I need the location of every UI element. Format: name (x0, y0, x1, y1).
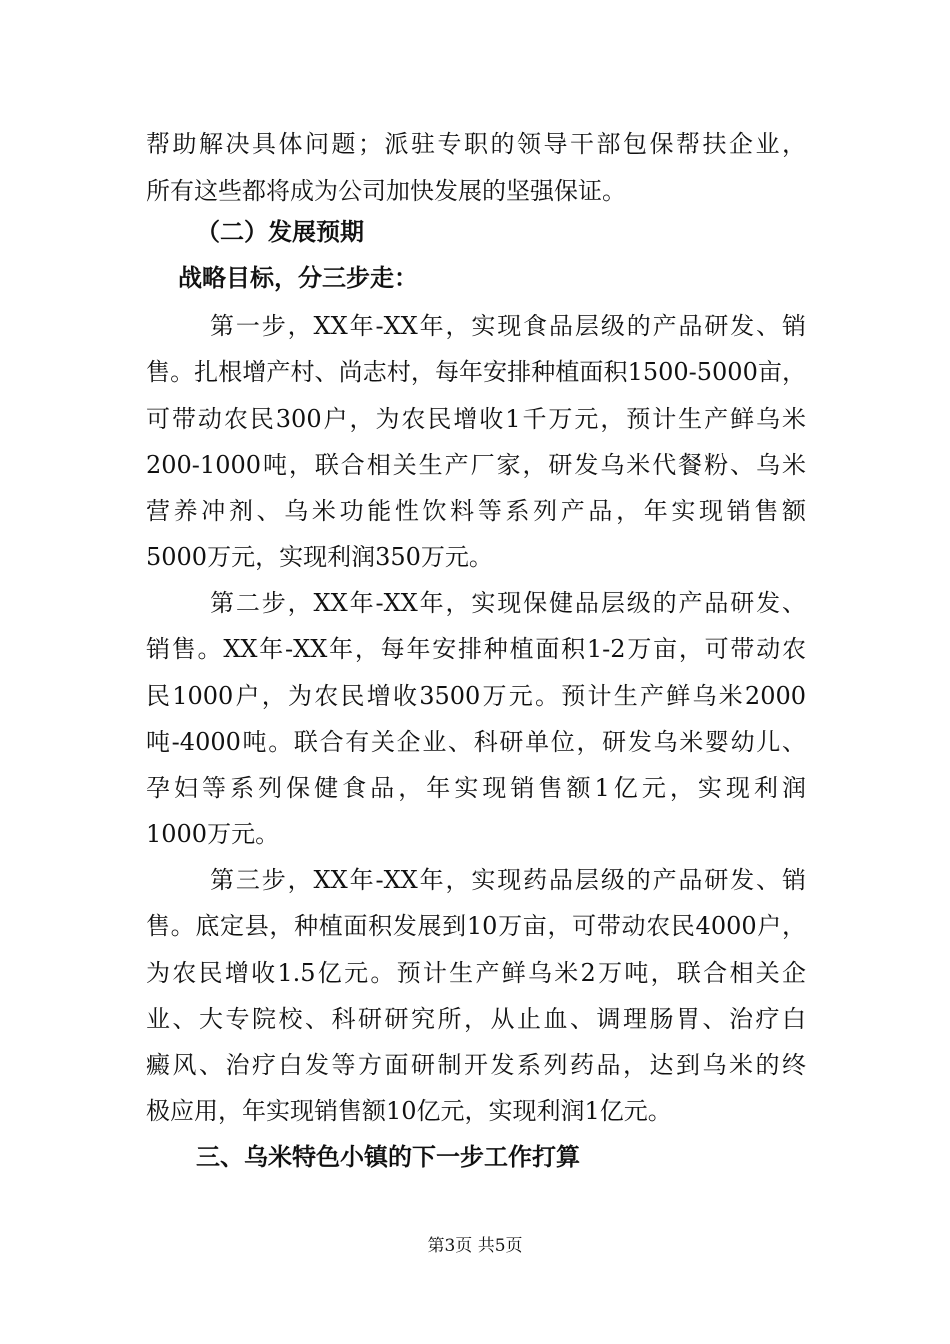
paragraph-line: 售。扎根增产村、尚志村，每年安排种植面积1500-5000亩， (146, 358, 806, 386)
paragraph-line: 极应用，年实现销售额10亿元，实现利润1亿元。 (146, 1097, 672, 1125)
paragraph-line: 第一步，XX年-XX年，实现食品层级的产品研发、销 (210, 312, 806, 340)
section-heading: （二）发展预期 (196, 218, 364, 246)
paragraph-line: 200-1000吨，联合相关生产厂家，研发乌米代餐粉、乌米 (146, 451, 806, 479)
paragraph-line: 民1000户，为农民增收3500万元。预计生产鲜乌米2000 (146, 682, 806, 710)
paragraph-line: 吨-4000吨。联合有关企业、科研单位，研发乌米婴幼儿、 (146, 728, 806, 756)
paragraph-line: 可带动农民300户，为农民增收1千万元，预计生产鲜乌米 (146, 405, 806, 433)
paragraph-line: 为农民增收1.5亿元。预计生产鲜乌米2万吨，联合相关企 (146, 959, 806, 987)
subsection-heading: 战略目标，分三步走： (178, 264, 418, 292)
paragraph-line: 5000万元，实现利润350万元。 (146, 543, 493, 571)
paragraph-line: 营养冲剂、乌米功能性饮料等系列产品，年实现销售额 (146, 497, 806, 525)
paragraph-line: 孕妇等系列保健食品，年实现销售额1亿元，实现利润 (146, 774, 806, 802)
paragraph-line: 售。底定县，种植面积发展到10万亩，可带动农民4000户， (146, 912, 806, 940)
paragraph-line: 帮助解决具体问题；派驻专职的领导干部包保帮扶企业， (146, 130, 806, 158)
page-number-footer: 第3页 共5页 (427, 1236, 523, 1256)
paragraph-line: 业、大专院校、科研研究所，从止血、调理肠胃、治疗白 (146, 1005, 806, 1033)
paragraph-line: 所有这些都将成为公司加快发展的坚强保证。 (146, 177, 626, 205)
section-heading: 三、乌米特色小镇的下一步工作打算 (196, 1143, 580, 1171)
paragraph-line: 1000万元。 (146, 820, 280, 848)
paragraph-line: 癜风、治疗白发等方面研制开发系列药品，达到乌米的终 (146, 1051, 806, 1079)
paragraph-line: 第三步，XX年-XX年，实现药品层级的产品研发、销 (210, 866, 806, 894)
paragraph-line: 第二步，XX年-XX年，实现保健品层级的产品研发、 (210, 589, 806, 617)
paragraph-line: 销售。XX年-XX年，每年安排种植面积1-2万亩，可带动农 (146, 635, 806, 663)
